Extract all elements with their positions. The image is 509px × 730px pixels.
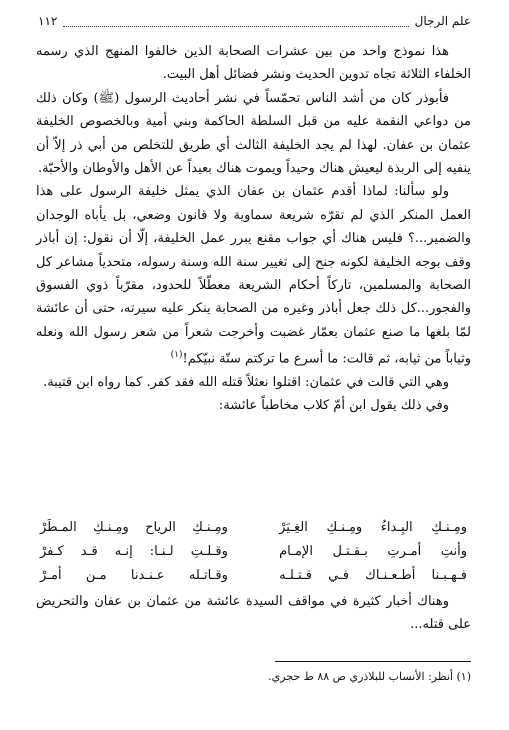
verse-second-hemistich: وقـلـتِ لـنـا: إنـه قـد كـفرْ: [40, 544, 228, 559]
page-number: ١١٢: [38, 14, 58, 28]
verse-first-hemistich: وأنتِ أمـرتِ بـقـتـل الإمـام: [279, 544, 467, 559]
header-dotted-leader: [63, 16, 408, 27]
verse-first-hemistich: ومِـنـكِ البِـداءُ ومِـنـكِ الغِـيَرْ: [279, 520, 467, 535]
footnote: (١) أنظر: الأنساب للبلاذري ص ٨٨ ط حجري.: [268, 670, 471, 683]
verse-second-hemistich: ومِـنـكِ الرياح ومِـنـكِ المـطَرْ: [40, 520, 228, 535]
paragraph-4: وهي التي قالت في عثمان: اقتلوا نعثلاً قتله الله فقد كفر. كما رواه ابن قتيبة.: [43, 375, 449, 391]
closing-paragraph-text: وهناك أخبار كثيرة في مواقف السيدة عائشة من عثمان بن عفان والتحريض على قتله...: [36, 594, 471, 633]
poem-verse: [40, 516, 467, 540]
poem-verse: [40, 540, 467, 564]
running-header: [38, 12, 471, 30]
paragraph-3: [36, 180, 471, 371]
paragraph-5: وفي ذلك يقول ابن أمّ كلاب مخاطباً عائشة:: [218, 398, 449, 414]
closing-paragraph: [36, 590, 471, 637]
paragraph-2: فأبوذر كان من أشد الناس تحمّساً في نشر أحاديث الرسول (ﷺ) وكان ذلك من دواعي النقمة عليه من قبل السلطة الحاكمة وبني أمية وبالخصوص الخليفة عثمان بن عفان. لهذا لم يجد الخليفة الثالث أي طريق للتخلص من أبي ذر إلاّ أن ينفيه إلى الربذة ليعيش هناك وحيداً ويموت هناك بعيداً عن الأهل والأوطان والأحبّة.: [36, 90, 471, 177]
running-title: علم الرجال: [414, 14, 471, 28]
poem-verse: [40, 564, 467, 588]
verse-first-hemistich: فـهـبـنا أطـعـنـاك فـي قـتـلـه: [279, 568, 467, 583]
main-text: [36, 40, 471, 418]
paragraph-3-text: ولو سألنا: لماذا أقدم عثمان بن عفان الذي يمثل خليفة الرسول على هذا العمل المنكر الذي لم تقرّه شريعة سماوية ولا قانون وضعي، بل يأباه الوجدان والضمير...؟ فليس هناك أي جواب مقنع يبرر عمل الخليفة، إلّا أن نقول: إن أباذر وقف بوجه الخليفة لكونه جنح إلى تغيير سنة الله وسنة رسوله، متحدياً مشاعر كل الصحابة والمسلمين، تاركاً أحكام الشريعة معطّلاً للحدود، مقرّباً ذوي الفسوق والفجور...كل ذلك جعل أباذر وغيره من الصحابة ينكر عليه سيرته، حتى أن عائشة لمّا بلغها ما صنع عثمان بعمّار غضبت وأخرجت شعراً من شعر رسول الله ونعله وثياباً من ثيابه، ثم قالت: ما أسرع ما تركتم سنّة نبيّكم!: [36, 184, 471, 367]
verse-second-hemistich: وقـاتـله عـنـدنا مـن أمـرْ: [40, 568, 228, 583]
footnote-divider: [275, 661, 471, 662]
poem: [40, 516, 467, 588]
footnote-reference: (١): [170, 350, 183, 361]
paragraph-1: هذا نموذج واحد من بين عشرات الصحابة الذين خالفوا المنهج الذي رسمه الخلفاء الثلاثة تجاه تدوين الحديث ونشر فضائل أهل البيت.: [36, 44, 471, 83]
